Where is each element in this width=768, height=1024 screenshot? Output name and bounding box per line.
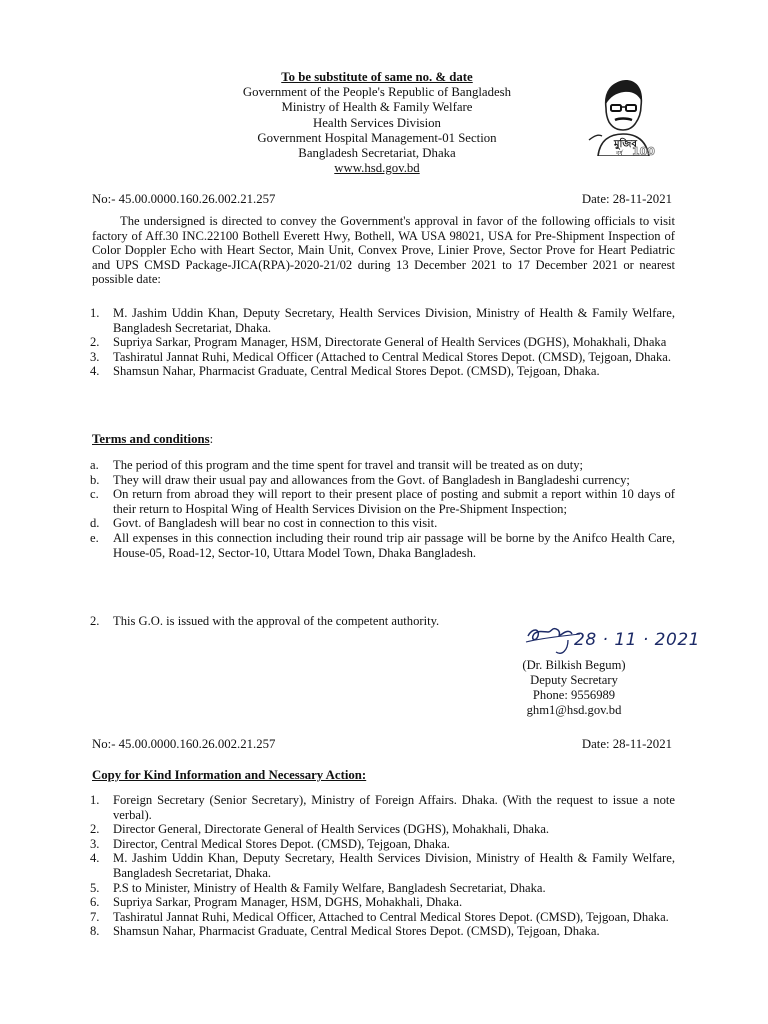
letterhead-line-government: Government of the People's Republic of Bangladesh bbox=[242, 85, 512, 100]
list-item: a. The period of this program and the time spent for travel and transit will be treated as on duty; bbox=[90, 458, 584, 472]
handwritten-date: 28 · 11 · 2021 bbox=[574, 630, 700, 650]
list-item: 3. Director, Central Medical Stores Depot. (CMSD), Tejgoan, Dhaka. bbox=[90, 836, 450, 851]
letterhead-line-division: Health Services Division bbox=[313, 115, 441, 130]
svg-text:বর্ষ: বর্ষ bbox=[616, 150, 623, 156]
copy-distribution-list bbox=[92, 793, 675, 939]
signatory-block bbox=[498, 658, 650, 718]
document-page: To be substitute of same no. & date Government of the People's Republic of Bangladesh Ministry of Health & Family Welfare Health Services Division Government Hospital Management-01 Section Bangladesh Secretariat, Dhaka www.hsd.gov.bd মুজিব বর্ষ 100 No:- 45.00.0000.160.26.002.21.257 Date: 28-11-2021 The undersigned is directed to convey the Government's approval in favor of the following officials to visit factory of Aff.30 INC.22100 Bothell Everett Hwy, Bothell, WA USA 98021, USA for Pre-Shipment Inspection of Color Doppler Echo with Heart Sector, Main Unit, Convex Prove, Linier Prove, Sector Prove for Heart Pediatric and UPS CMSD Package-JICA(RPA)-2020-21/02 during 13 December 2021 to 17 December 2021 or nearest possible date: 1. M. Jashim Uddin Khan, Deputy Secretary, Health Services Division, Ministry of Health & Family Welfare, Bangladesh Secretariat, Dhaka. 2. Supriya Sarkar, Program Manager, HSM, Directorate General of Health Services (DGHS), Mohakhali, Dhaka 3. Tashiratul Jannat Ruhi, Medical Officer (Attached to Central Medical Stores Depot. (CMSD), Tejgoan, Dhaka. 4. Shamsun Nahar, Pharmacist Graduate, Central Medical Stores Depot. (CMSD), Tejgoan, Dhaka. Terms and conditions: a. The period of this program and the time spent for travel and transit will be treated as on duty; b. They will draw their usual pay and allowances from the Govt. of Bangladesh in Bangladeshi currency; c. On return from abroad they will report to their present place of posting and submit a report within 10 days of their return to Hospital Wing of Health Services Division on the Pre-Shipment Inspection; d. Govt. of Bangladesh will bear no cost in connection to this visit. e. All expenses in this connection including their round trip air passage will be borne by the Anifco Health Care, House-05, Road-12, Sector-10, Uttara Model Town, Dhaka Bangladesh. 2. This G.O. is issued with the approval of the competent authority. 28 · 11 · 2021 (Dr. Bilkish Begum) Deputy Secretary Phone: 9556989 ghm1@hsd.gov.bd No:- 45.00.0000.160.26.002.21.257 Date: 28-11-2021 Copy for Kind Information and Necessary Action: 1. Foreign Secretary (Senior Secretary), Ministry of Foreign Affairs. Dhaka. (With the request to issue a note verbal). 2. Director General, Directorate General of Health Services (DGHS), Mohakhali, Dhaka. 3. Director, Central Medical Stores Depot. (CMSD), Tejgoan, Dhaka. 4. M. Jashim Uddin Khan, Deputy Secretary, Health Services Division, Ministry of Health & Family Welfare, Bangladesh Secretariat, Dhaka. 5. P.S to Minister, Ministry of Health & Family Welfare, Bangladesh Secretariat, Dhaka. 6. Supriya Sarkar, Program Manager, HSM, DGHS, Mohakhali, Dhaka. 7. Tashiratul Jannat Ruhi, Medical Officer, Attached to Central Medical Stores Depot. (CMSD), Tejgoan, Dhaka. 8. Shamsun Nahar, Pharmacist Graduate, Central Medical Stores Depot. (CMSD), Tejgoan, Dhaka. bbox=[0, 0, 768, 1024]
list-item: 2. Supriya Sarkar, Program Manager, HSM, Directorate General of Health Services (DGHS), Mohakhali, Dhaka bbox=[90, 335, 667, 350]
signatory-email[interactable]: ghm1@hsd.gov.bd bbox=[526, 703, 622, 717]
terms-list bbox=[92, 458, 675, 560]
list-item: 8. Shamsun Nahar, Pharmacist Graduate, Central Medical Stores Depot. (CMSD), Tejgoan, Dhaka. bbox=[90, 924, 600, 939]
substitute-note: To be substitute of same no. & date bbox=[281, 70, 473, 84]
list-item: 6. Supriya Sarkar, Program Manager, HSM, DGHS, Mohakhali, Dhaka. bbox=[90, 895, 463, 910]
list-item: 5. P.S to Minister, Ministry of Health & Family Welfare, Bangladesh Secretariat, Dhaka. bbox=[90, 880, 546, 895]
signatory-phone: Phone: 9556989 bbox=[532, 688, 616, 702]
terms-heading: Terms and conditions: bbox=[92, 432, 214, 446]
copy-reference-line bbox=[92, 737, 672, 753]
signatory-designation: Deputy Secretary bbox=[530, 673, 618, 687]
svg-text:100: 100 bbox=[632, 145, 655, 156]
memo-date: Date: 28-11-2021 bbox=[581, 192, 672, 206]
letterhead-line-address: Bangladesh Secretariat, Dhaka bbox=[298, 146, 456, 161]
list-item: d. Govt. of Bangladesh will bear no cost in connection to this visit. bbox=[90, 516, 438, 531]
list-item: 1. M. Jashim Uddin Khan, Deputy Secretary, Health Services Division, Ministry of Health & Family Welfare, Bangladesh Secretariat, Dhaka. bbox=[90, 306, 675, 335]
letterhead-line-section: Government Hospital Management-01 Section bbox=[257, 130, 497, 145]
list-item: 3. Tashiratul Jannat Ruhi, Medical Officer (Attached to Central Medical Stores Depot. (CMSD), Tejgoan, Dhaka. bbox=[90, 349, 672, 364]
list-item: 4. Shamsun Nahar, Pharmacist Graduate, Central Medical Stores Depot. (CMSD), Tejgoan, Dhaka. bbox=[90, 364, 600, 379]
list-item: e. All expenses in this connection including their round trip air passage will be borne by the Anifco Health Care, House-05, Road-12, Sector-10, Uttara Model Town, Dhaka Bangladesh. bbox=[90, 530, 675, 560]
list-item: 4. M. Jashim Uddin Khan, Deputy Secretary, Health Services Division, Ministry of Health & Family Welfare, Bangladesh Secretariat, Dhaka. bbox=[90, 851, 675, 880]
list-item: 1. Foreign Secretary (Senior Secretary), Ministry of Foreign Affairs. Dhaka. (With the request to issue a note verbal). bbox=[90, 793, 675, 822]
list-item: c. On return from abroad they will report to their present place of posting and submit a report within 10 days of their return to Hospital Wing of Health Services Division on the Pre-Shipment Inspection; bbox=[90, 487, 675, 516]
website-link[interactable]: www.hsd.gov.bd bbox=[334, 161, 420, 176]
copy-memo-number: No:- 45.00.0000.160.26.002.21.257 bbox=[92, 737, 276, 751]
letterhead-line-ministry: Ministry of Health & Family Welfare bbox=[281, 100, 473, 115]
memo-reference-line bbox=[92, 192, 672, 208]
list-item: 2. Director General, Directorate General of Health Services (DGHS), Mohakhali, Dhaka. bbox=[90, 822, 550, 837]
approval-paragraph: The undersigned is directed to convey the Government's approval in favor of the following officials to visit factory of Aff.30 INC.22100 Bothell Everett Hwy, Bothell, WA USA 98021, USA for Pre-Shipment Inspection of Color Doppler Echo with Heart Sector, Main Unit, Convex Prove, Linier Prove, Sector Prove for Heart Pediatric and UPS CMSD Package-JICA(RPA)-2020-21/02 during 13 December 2021 to 17 December 2021 or nearest possible date: bbox=[92, 214, 675, 287]
memo-number: No:- 45.00.0000.160.26.002.21.257 bbox=[92, 192, 276, 206]
list-item: b. They will draw their usual pay and allowances from the Govt. of Bangladesh in Bangladeshi currency; bbox=[90, 472, 630, 487]
list-item: 7. Tashiratul Jannat Ruhi, Medical Officer, Attached to Central Medical Stores Depot. (CMSD), Tejgoan, Dhaka. bbox=[90, 909, 669, 924]
officials-list bbox=[92, 306, 675, 379]
copy-heading: Copy for Kind Information and Necessary Action: bbox=[92, 768, 367, 782]
svg-text:মুজিব: মুজিব bbox=[614, 139, 637, 150]
mujib-100-emblem-icon bbox=[586, 74, 656, 156]
signatory-name: (Dr. Bilkish Begum) bbox=[522, 658, 626, 672]
letterhead bbox=[178, 70, 576, 176]
copy-memo-date: Date: 28-11-2021 bbox=[581, 737, 672, 751]
